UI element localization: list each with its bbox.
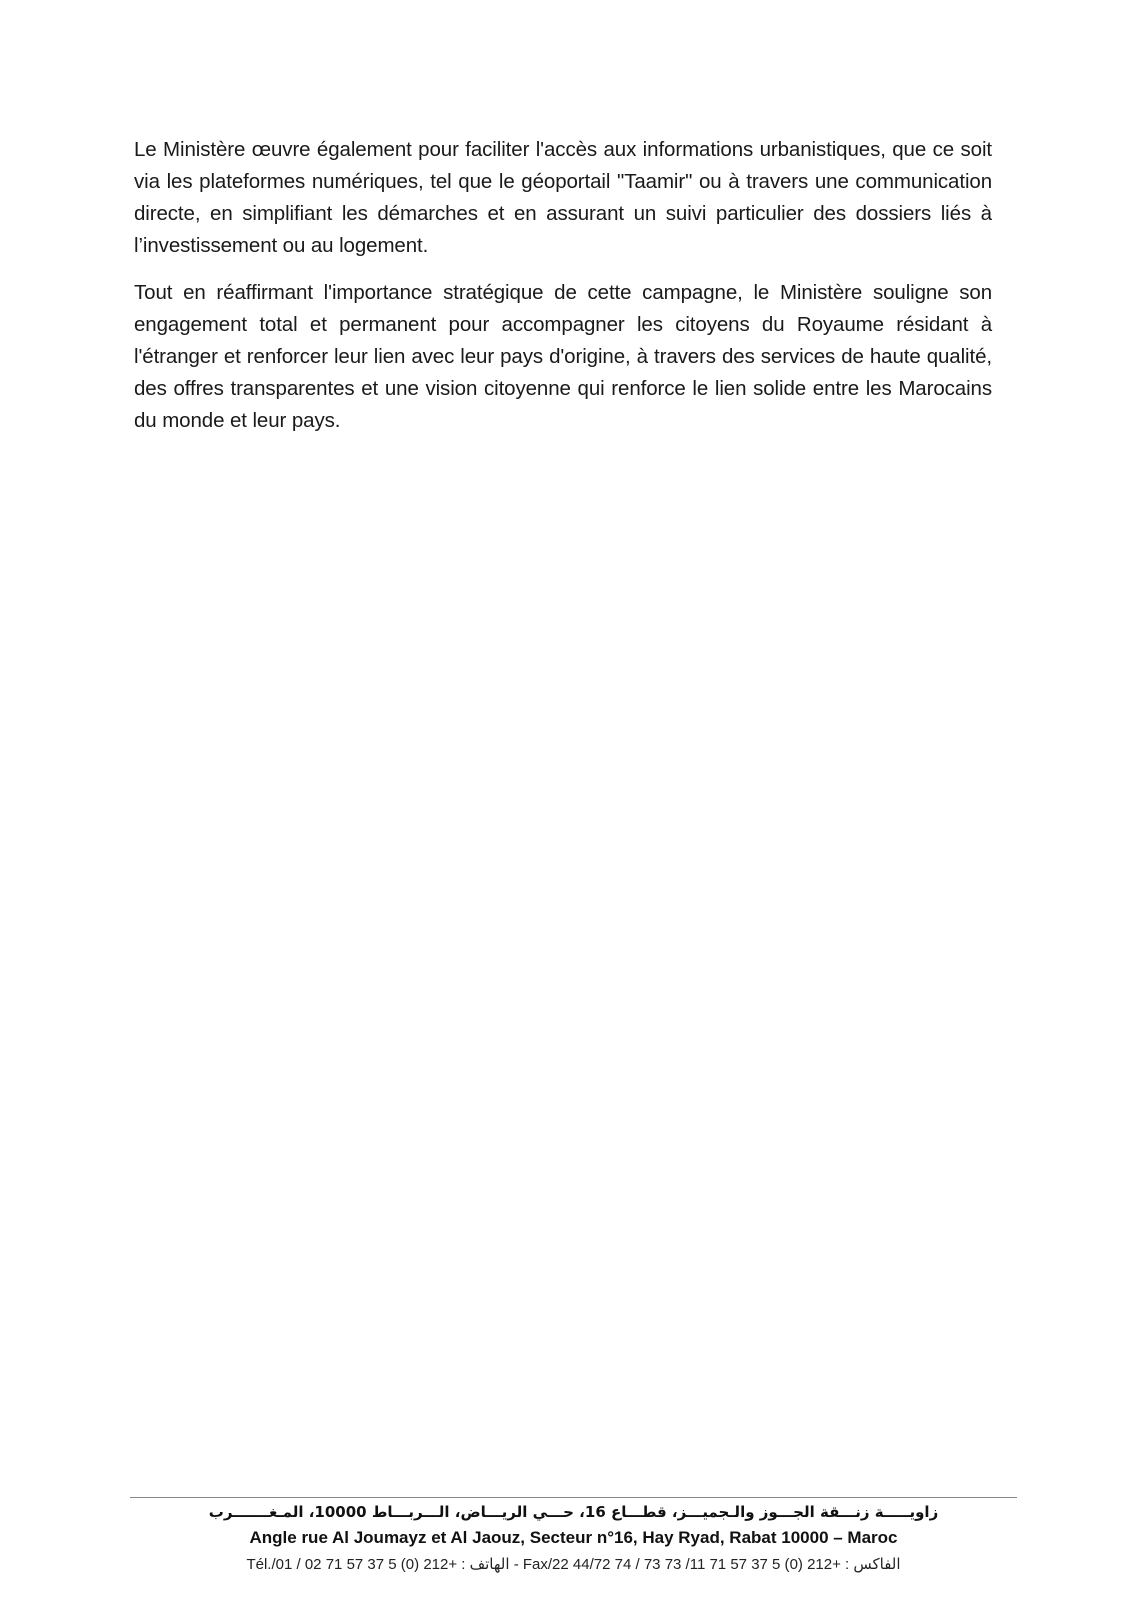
footer-contact-numbers: Tél./الهاتف : +212 (0) 5 37 57 71 02 / 01 - Fax/الفاكس : +212 (0) 5 37 57 71 11/ 73 73 / 74 44/72 22: [246, 1556, 901, 1573]
footer-address-french: Angle rue Al Joumayz et Al Jaouz, Secteur n°16, Hay Ryad, Rabat 10000 – Maroc: [249, 1528, 898, 1547]
footer-address-arabic: زاويـــــة زنـــقة الجـــوز والـجميـــز، قطـــاع 16، حـــي الريـــاض، الـــربـــاط 10000، المـغـــــــرب: [208, 1503, 939, 1521]
footer-divider: [130, 1497, 1017, 1498]
footer: [130, 1500, 1017, 1578]
paragraph-urban-information: Le Ministère œuvre également pour faciliter l'accès aux informations urbanistiques, que ce soit via les plateformes numériques, tel que le géoportail "Taamir" ou à travers une communication directe, en simplifiant les démarches et en assurant un suivi particulier des dossiers liés à l’investissement ou au logement.: [134, 138, 992, 257]
paragraph-campaign-commitment: Tout en réaffirmant l'importance stratégique de cette campagne, le Ministère souligne son engagement total et permanent pour accompagner les citoyens du Royaume résidant à l'étranger et renforcer leur lien avec leur pays d'origine, à travers des services de haute qualité, des offres transparentes et une vision citoyenne qui renforce le lien solide entre les Marocains du monde et leur pays.: [134, 281, 992, 432]
body-text: [134, 134, 992, 452]
